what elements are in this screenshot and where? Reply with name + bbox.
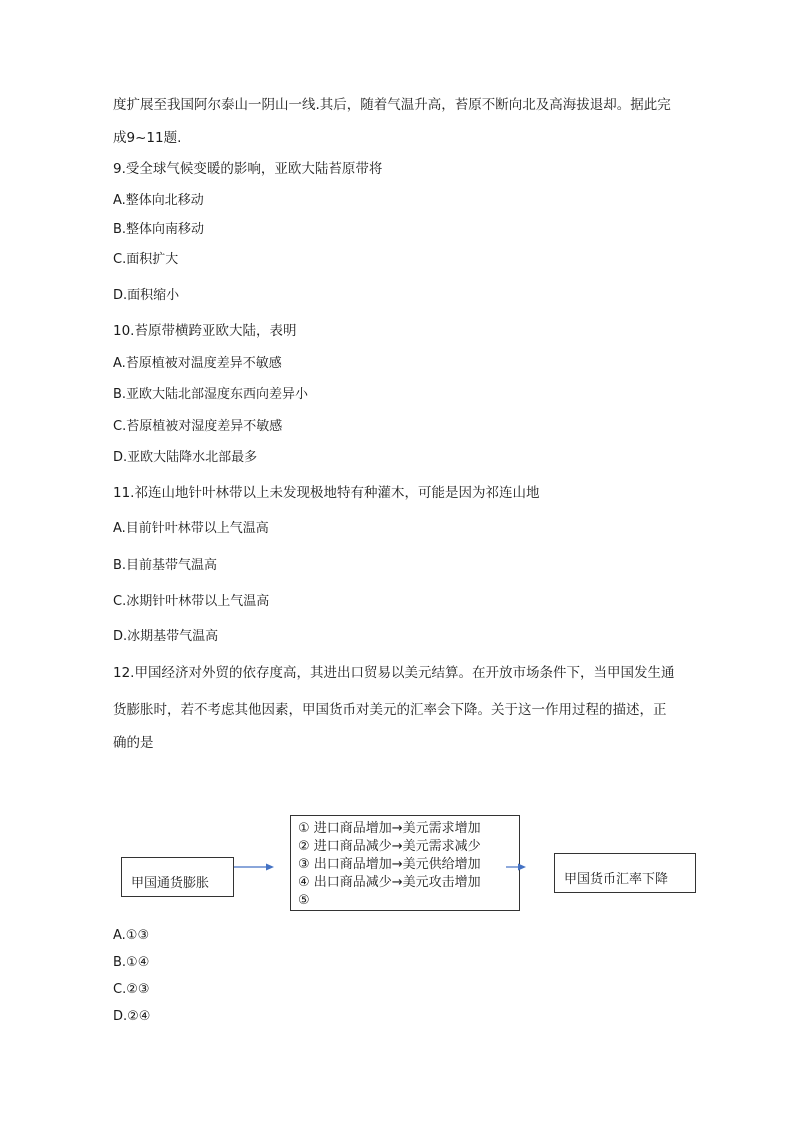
passage-line-1: 度扩展至我国阿尔泰山一阴山一线.其后，随着气温升高，苔原不断向北及高海拔退却。据此完 xyxy=(113,97,671,113)
q12-stem-line-3: 确的是 xyxy=(113,735,154,751)
q10-option-c: C.苔原植被对湿度差异不敏感 xyxy=(113,419,283,434)
q10-option-b: B.亚欧大陆北部湿度东西向差异小 xyxy=(113,387,309,402)
passage-line-2: 成9~11题. xyxy=(113,130,182,146)
diagram-left-box xyxy=(121,857,234,897)
q9-option-c: C.面积扩大 xyxy=(113,252,179,267)
q11-stem: 11.祁连山地针叶林带以上未发现极地特有种灌木，可能是因为祁连山地 xyxy=(113,485,540,501)
q12-option-b: B.①④ xyxy=(113,955,150,970)
arrow-left-to-middle xyxy=(234,864,274,871)
q10-stem: 10.苔原带横跨亚欧大陆，表明 xyxy=(113,323,297,339)
diagram-item-1: ① 进口商品增加→美元需求增加 xyxy=(298,821,481,836)
q9-stem: 9.受全球气候变暖的影响，亚欧大陆苔原带将 xyxy=(113,161,383,177)
q12-stem-line-2: 货膨胀时，若不考虑其他因素，甲国货币对美元的汇率会下降。关于这一作用过程的描述，正 xyxy=(113,702,667,718)
diagram-left-label: 甲国通货膨胀 xyxy=(131,876,210,891)
q11-option-d: D.冰期基带气温高 xyxy=(113,629,219,644)
diagram-right-box xyxy=(554,853,696,893)
diagram-item-4: ④ 出口商品减少→美元攻击增加 xyxy=(298,875,481,890)
q11-option-a: A.目前针叶林带以上气温高 xyxy=(113,521,269,536)
diagram-middle-box xyxy=(290,815,520,911)
diagram-right-label: 甲国货币汇率下降 xyxy=(564,872,669,887)
q12-option-c: C.②③ xyxy=(113,982,150,997)
q9-option-a: A.整体向北移动 xyxy=(113,193,204,208)
q9-option-b: B.整体向南移动 xyxy=(113,222,205,237)
diagram-item-2: ② 进口商品减少→美元需求减少 xyxy=(298,839,481,854)
q11-option-b: B.目前基带气温高 xyxy=(113,558,218,573)
q9-option-d: D.面积缩小 xyxy=(113,288,180,303)
q10-option-d: D.亚欧大陆降水北部最多 xyxy=(113,450,258,465)
q12-stem-line-1: 12.甲国经济对外贸的依存度高，其进出口贸易以美元结算。在开放市场条件下，当甲国发生通 xyxy=(113,665,675,681)
q11-option-c: C.冰期针叶林带以上气温高 xyxy=(113,594,270,609)
q12-option-d: D.②④ xyxy=(113,1009,151,1024)
diagram-item-5: ⑤ xyxy=(298,893,310,908)
diagram-item-3: ③ 出口商品增加→美元供给增加 xyxy=(298,857,481,872)
q10-option-a: A.苔原植被对温度差异不敏感 xyxy=(113,356,282,371)
q12-option-a: A.①③ xyxy=(113,928,150,943)
